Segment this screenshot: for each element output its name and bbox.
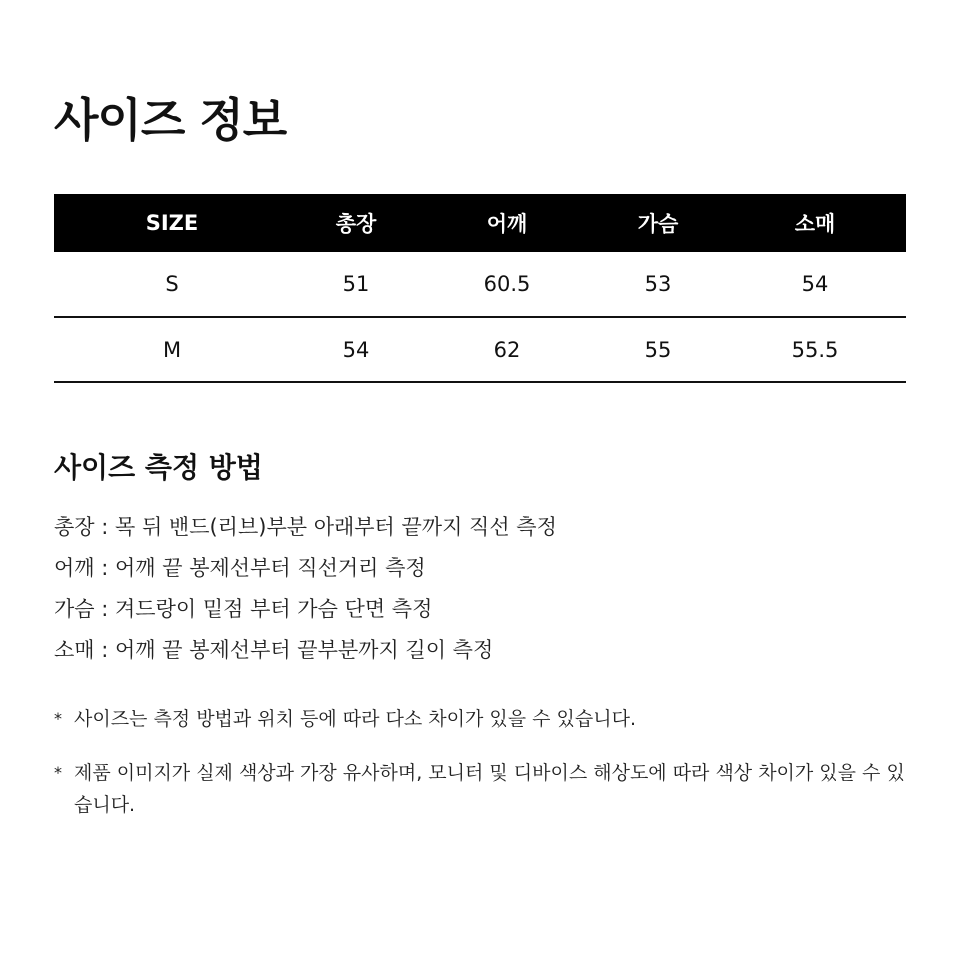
note-text: 사이즈는 측정 방법과 위치 등에 따라 다소 차이가 있을 수 있습니다. [74,708,636,730]
list-item: 가슴 : 겨드랑이 밑점 부터 가슴 단면 측정 [54,597,433,621]
header-length: 총장 [290,194,422,252]
list-item: 소매 : 어깨 끝 봉제선부터 끝부분까지 길이 측정 [54,638,494,662]
table-cell: 55.5 [724,317,906,382]
table-cell: 53 [592,252,724,317]
size-table [54,194,906,383]
note-text: 제품 이미지가 실제 색상과 가장 유사하며, 모니터 및 디바이스 해상도에 따라 색상 차이가 있을 수 있습니다. [74,762,905,816]
table-row [54,317,906,382]
notes-list [54,703,914,843]
table-header-row [54,194,906,252]
note-item [54,703,914,735]
table-cell: 62 [422,317,592,382]
page-title: 사이즈 정보 [54,93,287,147]
table-cell: 54 [724,252,906,317]
measure-section-title: 사이즈 측정 방법 [54,451,263,484]
measure-list [54,507,557,671]
table-row [54,252,906,317]
list-item: 어깨 : 어깨 끝 봉제선부터 직선거리 측정 [54,556,426,580]
table-cell: S [54,252,290,317]
header-chest: 가슴 [592,194,724,252]
table-cell: 51 [290,252,422,317]
header-sleeve: 소매 [724,194,906,252]
note-bullet: * [54,763,62,782]
header-shoulder: 어깨 [422,194,592,252]
table-cell: 55 [592,317,724,382]
list-item: 총장 : 목 뒤 밴드(리브)부분 아래부터 끝까지 직선 측정 [54,515,557,539]
table-cell: M [54,317,290,382]
note-bullet: * [54,709,62,728]
table-cell: 54 [290,317,422,382]
note-item [54,757,914,821]
table-cell: 60.5 [422,252,592,317]
header-size: SIZE [54,194,290,252]
